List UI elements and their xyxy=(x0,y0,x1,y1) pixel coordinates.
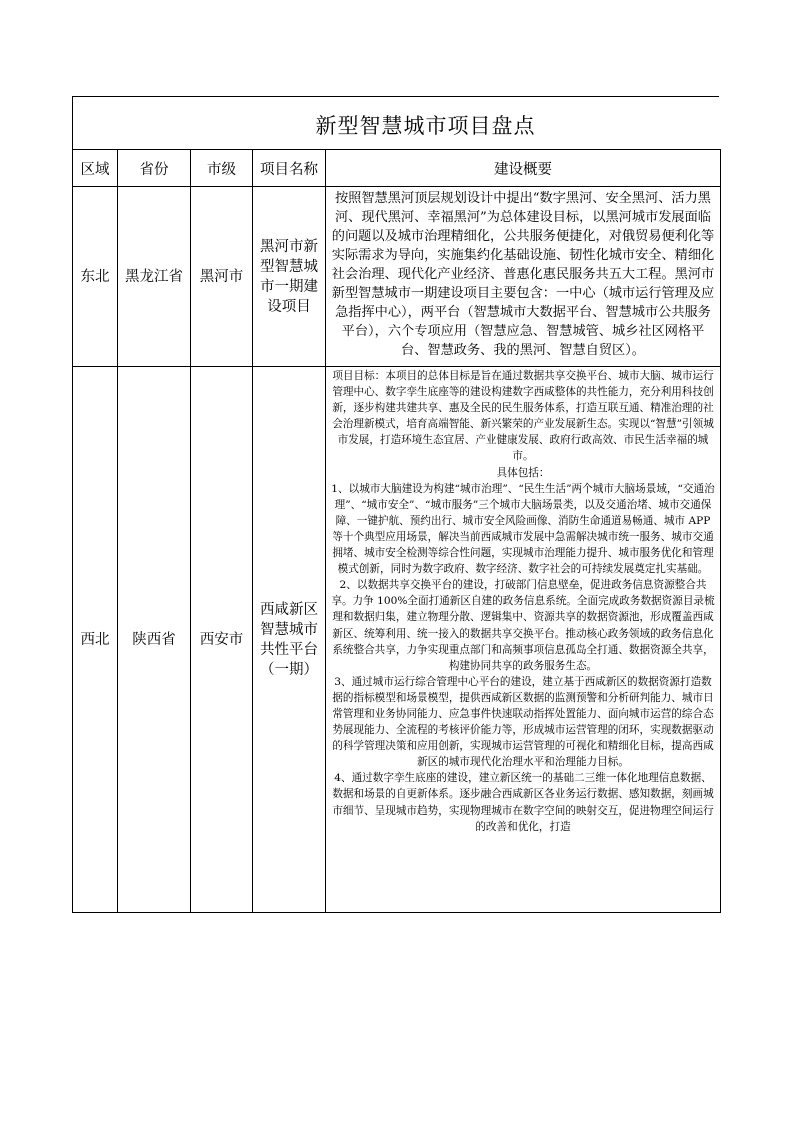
title-box xyxy=(72,96,718,149)
cell-province: 陕西省 xyxy=(118,367,191,913)
table-row xyxy=(73,187,721,367)
overview-paragraph: 项目目标：本项目的总体目标是旨在通过数据共享交换平台、城市大脑、城市运行管理中心、数字孪生底座等的建设构建数字西咸整体的共性能力，充分利用科技创新，逐步构建共建共享、惠及全民的民生服务体系，打造互联互通、精准治理的社会治理新模式，培育高端智能、新兴繁荣的产业发展新生态。实现以“智慧”引领城市发展，打造环境生态宜居、产业健康发展、政府行政高效、市民生活幸福的城市。 xyxy=(332,370,714,463)
document-sheet xyxy=(72,96,719,914)
cell-project xyxy=(253,367,326,913)
header-region: 区域 xyxy=(73,150,118,187)
overview-paragraph: 具体包括： xyxy=(496,466,550,479)
overview-paragraph: 按照智慧黑河顶层规划设计中提出“数字黑河、安全黑河、活力黑河、现代黑河、幸福黑河”为总体建设目标，以黑河城市发展面临的问题以及城市治理精细化，公共服务便捷化，对俄贸易便利化等实际需求为导向，实施集约化基础设施、韧性化城市安全、精细化社会治理、现代化产业经济、普惠化惠民服务共五大工程。黑河市新型智慧城市一期建设项目主要包含：一中心（城市运行管理及应急指挥中心），两平台（智慧城市大数据平台、智慧城市公共服务平台），六个专项应用（智慧应急、智慧城管、城乡社区网格平台、智慧政务、我的黑河、智慧自贸区）。 xyxy=(331,191,715,358)
header-city: 市级 xyxy=(191,150,253,187)
cell-overview xyxy=(326,187,721,367)
header-project: 项目名称 xyxy=(253,150,326,187)
cell-city: 黑河市 xyxy=(191,187,253,367)
overview-paragraph: 3、通过城市运行综合管理中心平台的建设，建立基于西咸新区的数据资源打造数据的指标模型和场景模型，提供西咸新区数据的监测预警和分析研判能力、城市日常管理和业务协同能力、应急事件快速联动指挥处置能力、面向城市运营的综合态势展现能力、全流程的考核评价能力等，形成城市运营管理的闭环，实现数据驱动的科学管理决策和应用创新，实现城市运营管理的可视化和精细化目标，提高西咸新区的城市现代化治理水平和治理能力目标。 xyxy=(332,675,714,769)
project-name: 西咸新区智慧城市共性平台（一期） xyxy=(260,601,318,678)
page-title: 新型智慧城市项目盘点 xyxy=(315,113,536,138)
cell-region: 东北 xyxy=(73,187,118,367)
table-header-row xyxy=(73,150,721,187)
table-row xyxy=(73,367,721,913)
overview-paragraph: 2、以数据共享交换平台的建设，打破部门信息壁垒，促进政务信息资源整合共享。力争 100%全面打通新区自建的政务信息系统。全面完成政务数据资源目录梳理和数据归集，建立物理分散、逻辑集中、资源共享的数据资源池，形成覆盖西咸新区、统筹利用、统一接入的数据共享交换平台。推动核心政务领域的政务信息化系统整合共享，力争实现重点部门和高频事项信息孤岛全打通、数据资源全共享，构建协同共享的政务服务生态。 xyxy=(331,579,715,672)
overview-paragraph: 1、以城市大脑建设为构建“城市治理”、“民生生活”两个城市大脑场景域，“交通治理”、“城市安全”、“城市服务”三个城市大脑场景类，以及交通治堵、城市交通保障、一键护航、预约出行、城市安全风险画像、消防生命通道易畅通、城市 APP 等十个典型应用场景，解决当前西咸城市发展中急需解决城市统一服务、城市交通拥堵、城市安全检测等综合性问题，实现城市治理能力提升、城市服务优化和管理模式创新，同时为数字政府、数字经济、数字社会的可持续发展奠定扎实基础。 xyxy=(331,482,715,576)
cell-province: 黑龙江省 xyxy=(118,187,191,367)
cell-project xyxy=(253,187,326,367)
cell-city: 西安市 xyxy=(191,367,253,913)
cell-overview xyxy=(326,367,721,913)
project-name: 黑河市新型智慧城市一期建设项目 xyxy=(260,238,318,315)
cell-region: 西北 xyxy=(73,367,118,913)
header-province: 省份 xyxy=(118,150,191,187)
project-table xyxy=(72,149,721,913)
overview-paragraph: 4、通过数字孪生底座的建设，建立新区统一的基础二三维一体化地理信息数据、数据和场景的自更新体系。逐步融合西咸新区各业务运行数据、感知数据，刻画城市细节、呈现城市趋势，实现物理城市在数字空间的映射交互，促进物理空间运行的改善和优化，打造 xyxy=(332,772,714,833)
header-overview: 建设概要 xyxy=(326,150,721,187)
